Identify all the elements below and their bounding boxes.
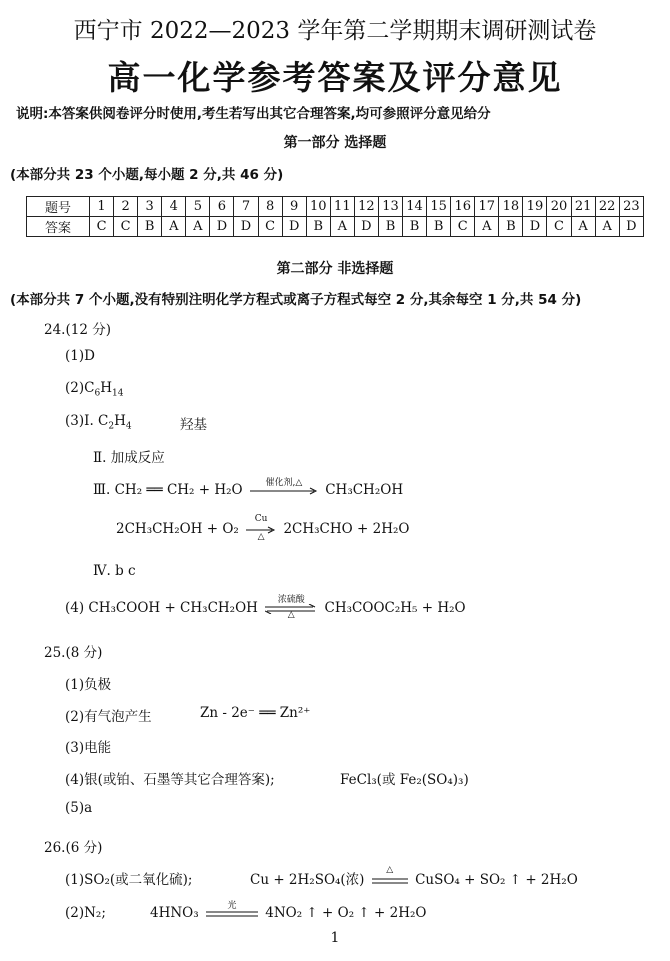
answer-cell: A [571, 217, 595, 237]
q24-answer-2: $(2)C_6H_{14}$ [65, 380, 124, 399]
answer-cell: B [138, 217, 162, 237]
q25-answer-4: (4)银(或铂、石墨等其它合理答案); [65, 772, 275, 788]
q24-equation-1: Ⅲ. CH₂ ══ CH₂ + H₂O 催化剂,△ CH₃CH₂OH [93, 477, 404, 498]
q25-answer-3: (3)电能 [65, 740, 112, 756]
reaction-arrow-icon: 催化剂,△ [250, 487, 318, 495]
reaction-arrow-icon: Cu △ [246, 526, 276, 534]
reversible-arrow-icon: 浓硫酸 △ [265, 604, 317, 614]
question-number: 23 [619, 197, 643, 217]
q24-answer-3-i: (3)Ⅰ. $C_2H_4$ [65, 413, 132, 432]
question-number: 12 [354, 197, 378, 217]
q26-answer-2: (2)N₂; [65, 905, 106, 921]
question-number: 22 [595, 197, 619, 217]
exam-series-title: 西宁市 2022—2023 学年第二学期期末调研测试卷 [73, 18, 597, 44]
answer-cell: D [619, 217, 643, 237]
q25-answer-5: (5)a [65, 800, 93, 816]
answer-cell: D [210, 217, 234, 237]
question-number: 13 [378, 197, 402, 217]
answer-cell: A [186, 217, 210, 237]
question-number: 14 [403, 197, 427, 217]
answer-cell: B [427, 217, 451, 237]
q26-heading: 26.(6 分) [44, 840, 103, 856]
part1-note: (本部分共 23 个小题,每小题 2 分,共 46 分) [10, 167, 284, 183]
question-number: 5 [186, 197, 210, 217]
answer-cell: B [499, 217, 523, 237]
q26-answer-1: (1)SO₂(或二氧化硫); [65, 872, 193, 888]
question-number: 17 [475, 197, 499, 217]
q24-answer-3-ii: Ⅱ. 加成反应 [93, 450, 165, 466]
question-number: 9 [282, 197, 306, 217]
answer-cell: D [354, 217, 378, 237]
instructions-note: 说明:本答案供阅卷评分时使用,考生若写出其它合理答案,均可参照评分意见给分 [16, 106, 491, 122]
answer-cell: C [114, 217, 138, 237]
document-title: 高一化学参考答案及评分意见 [107, 58, 563, 97]
q24-functional-group: 羟基 [180, 417, 207, 433]
answer-row [27, 217, 644, 237]
part2-title: 第二部分 非选择题 [276, 261, 394, 277]
answer-cell: A [162, 217, 186, 237]
q24-equation-2: 2CH₃CH₂OH + O₂ Cu △ 2CH₃CHO + 2H₂O [116, 513, 410, 542]
q25-heading: 25.(8 分) [44, 645, 103, 661]
question-number: 18 [499, 197, 523, 217]
answer-cell: A [595, 217, 619, 237]
question-number: 8 [258, 197, 282, 217]
question-number: 15 [427, 197, 451, 217]
reaction-equals-icon: 光 [227, 900, 237, 911]
answer-cell: C [258, 217, 282, 237]
reaction-equals-icon: △ [386, 864, 394, 875]
q24-equation-esterification: (4) CH₃COOH + CH₃CH₂OH 浓硫酸 △ CH₃COOC₂H₅ + H₂O [65, 594, 466, 620]
q24-heading: 24.(12 分) [44, 322, 111, 338]
answer-cell: D [234, 217, 258, 237]
answer-cell: D [282, 217, 306, 237]
q24-answer-1: (1)D [65, 348, 95, 364]
question-number: 2 [114, 197, 138, 217]
q25-answer-4-electrolyte: FeCl₃(或 Fe₂(SO₄)₃) [340, 772, 469, 788]
question-number: 6 [210, 197, 234, 217]
answer-cell: B [306, 217, 330, 237]
question-number-row [27, 197, 644, 217]
answer-cell: A [475, 217, 499, 237]
q24-answer-3-iv: Ⅳ. b c [93, 563, 136, 579]
part1-title: 第一部分 选择题 [283, 135, 387, 151]
question-number: 7 [234, 197, 258, 217]
question-number: 10 [306, 197, 330, 217]
q25-electrode-equation: Zn - 2e⁻ ══ Zn²⁺ [200, 705, 311, 721]
answer-cell: B [403, 217, 427, 237]
answer-cell: A [330, 217, 354, 237]
question-number: 16 [451, 197, 475, 217]
answer-cell: C [451, 217, 475, 237]
q25-answer-1: (1)负极 [65, 677, 112, 693]
answer-cell: C [547, 217, 571, 237]
question-number: 11 [330, 197, 354, 217]
question-number: 3 [138, 197, 162, 217]
answer-cell: C [90, 217, 114, 237]
q25-answer-2: (2)有气泡产生 [65, 709, 152, 725]
q26-equation-2: 4HNO₃ 光 4NO₂ ↑ + O₂ ↑ + 2H₂O [150, 900, 427, 921]
question-number: 1 [90, 197, 114, 217]
question-number: 21 [571, 197, 595, 217]
answer-table [26, 196, 644, 237]
row-label-numbers: 题号 [27, 197, 90, 217]
answer-cell: D [523, 217, 547, 237]
question-number: 4 [162, 197, 186, 217]
part2-note: (本部分共 7 个小题,没有特别注明化学方程式或离子方程式每空 2 分,其余每空 1 分,共 54 分) [10, 292, 582, 308]
q26-equation-1: Cu + 2H₂SO₄(浓) △ CuSO₄ + SO₂ ↑ + 2H₂O [250, 864, 578, 888]
row-label-answers: 答案 [27, 217, 90, 237]
answer-cell: B [378, 217, 402, 237]
page-number: 1 [330, 930, 340, 946]
question-number: 19 [523, 197, 547, 217]
question-number: 20 [547, 197, 571, 217]
